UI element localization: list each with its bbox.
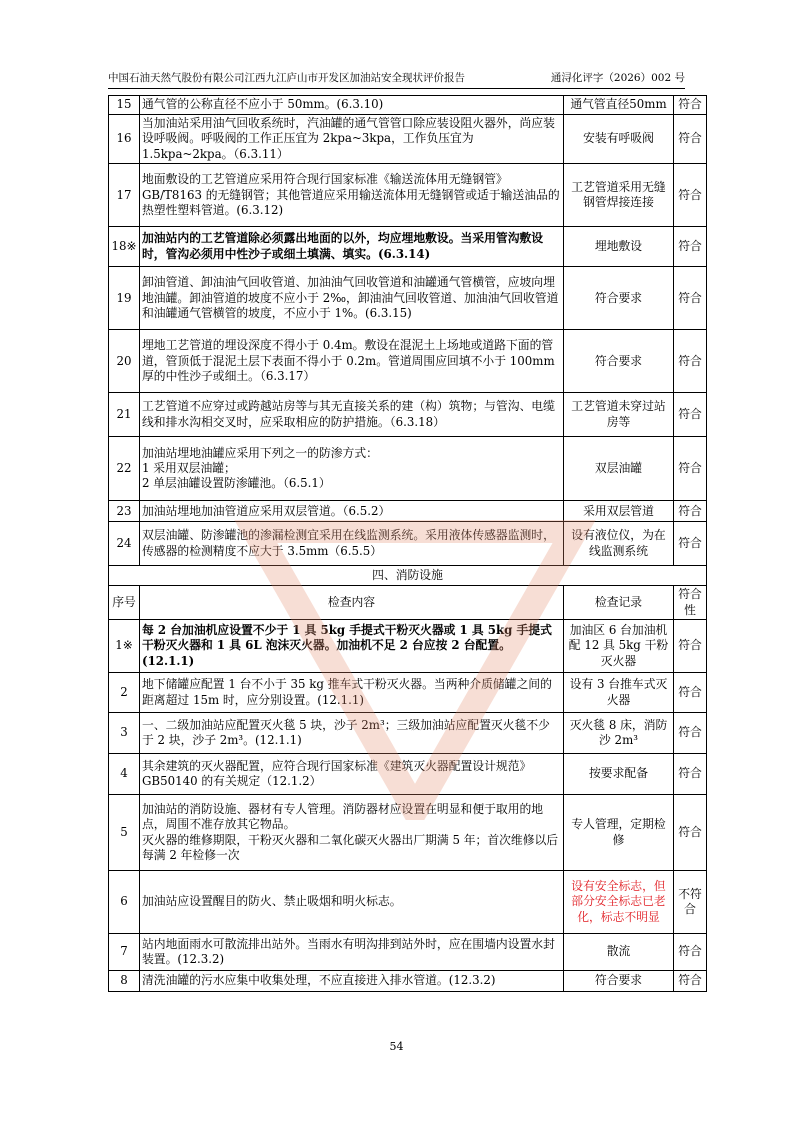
- check-content: 加油站埋地油罐应采用下列之一的防渗方式： 1 采用双层油罐； 2 单层油罐设置防渗罐池。（6.5.1）: [140, 437, 564, 501]
- check-result: 符合: [674, 971, 707, 992]
- row-number: 8: [109, 971, 140, 992]
- row-number: 1※: [109, 620, 140, 673]
- check-record: 按要求配备: [564, 754, 674, 795]
- check-content: 通气管的公称直径不应小于 50mm。(6.3.10): [140, 96, 564, 115]
- check-content: 每 2 台加油机应设置不少于 1 具 5kg 手提式干粉灭火器或 1 具 5kg 手提式干粉灭火器和 1 具 6L 泡沫灭火器。加油机不足 2 台应按 2 台配置。(12.1.1): [140, 620, 564, 673]
- header-report-title: 中国石油天然气股份有限公司江西九江庐山市开发区加油站安全现状评价报告: [108, 72, 465, 84]
- table-row: [109, 501, 707, 522]
- section-row: [109, 566, 707, 586]
- table-row: [109, 115, 707, 164]
- check-content: 加油站的消防设施、器材有专人管理。消防器材应设置在明显和便于取用的地点，周围不准存放其它物品。 灭火器的维修期限，干粉灭火器和二氧化碳灭火器出厂期满 5 年；首次维修以后每满 2 年检修一次: [140, 795, 564, 871]
- row-number: 3: [109, 713, 140, 754]
- check-content: 其余建筑的灭火器配置，应符合现行国家标准《建筑灭火器配置设计规范》GB50140 的有关规定（12.1.2）: [140, 754, 564, 795]
- check-result: 符合: [674, 754, 707, 795]
- check-result: 符合: [674, 620, 707, 673]
- row-number: 18※: [109, 227, 140, 267]
- check-result: 符合: [674, 393, 707, 437]
- check-result: 符合: [674, 713, 707, 754]
- section-title: 四、消防设施: [109, 566, 707, 586]
- check-content: 加油站应设置醒目的防火、禁止吸烟和明火标志。: [140, 871, 564, 934]
- check-result: 符合: [674, 501, 707, 522]
- check-content: 埋地工艺管道的埋设深度不得小于 0.4m。敷设在混泥土上场地或道路下面的管道，管顶低于混泥土层下表面不得小于 0.2m。管道周围应回填不小于 100mm 厚的中性沙子或细土。（6.3.17）: [140, 330, 564, 393]
- check-result: 符合: [674, 164, 707, 227]
- row-number: 15: [109, 96, 140, 115]
- table-row: [109, 754, 707, 795]
- check-record: 工艺管道未穿过站房等: [564, 393, 674, 437]
- table-row: [109, 267, 707, 330]
- check-record: 专人管理，定期检修: [564, 795, 674, 871]
- table-row: [109, 673, 707, 713]
- check-record: 符合要求: [564, 330, 674, 393]
- check-record: 符合要求: [564, 267, 674, 330]
- header-report-number: 通浔化评字（2026）002 号: [550, 72, 685, 84]
- table-row: [109, 393, 707, 437]
- check-record: 设有 3 台推车式灭火器: [564, 673, 674, 713]
- check-record: 加油区 6 台加油机配 12 具 5kg 干粉灭火器: [564, 620, 674, 673]
- check-record: 散流: [564, 934, 674, 971]
- table-row: [109, 522, 707, 566]
- check-result: 符合: [674, 330, 707, 393]
- check-record: 安装有呼吸阀: [564, 115, 674, 164]
- row-number: 22: [109, 437, 140, 501]
- row-number: 16: [109, 115, 140, 164]
- row-number: 23: [109, 501, 140, 522]
- table-row: [109, 871, 707, 934]
- col-header-record: 检查记录: [564, 586, 674, 620]
- table-row: [109, 795, 707, 871]
- check-result: 符合: [674, 96, 707, 115]
- table-row: [109, 164, 707, 227]
- check-result: 符合: [674, 795, 707, 871]
- check-content: 一、二级加油站应配置灭火毯 5 块，沙子 2m³；三级加油站应配置灭火毯不少于 2 块，沙子 2m³。(12.1.1): [140, 713, 564, 754]
- check-content: 清洗油罐的污水应集中收集处理，不应直接进入排水管道。(12.3.2): [140, 971, 564, 992]
- check-result: 符合: [674, 115, 707, 164]
- check-content: 加油站内的工艺管道除必须露出地面的以外，均应埋地敷设。当采用管沟敷设时，管沟必须用中性沙子或细土填满、填实。(6.3.14): [140, 227, 564, 267]
- table-row: [109, 96, 707, 115]
- row-number: 17: [109, 164, 140, 227]
- table-row: [109, 227, 707, 267]
- check-result: 符合: [674, 267, 707, 330]
- check-record: 符合要求: [564, 971, 674, 992]
- table-row: [109, 934, 707, 971]
- row-number: 24: [109, 522, 140, 566]
- table-row: [109, 713, 707, 754]
- check-content: 当加油站采用油气回收系统时，汽油罐的通气管管口除应装设阻火器外，尚应装设呼吸阀。呼吸阀的工作正压宜为 2kpa~3kpa，工作负压宜为 1.5kpa~2kpa。（6.3.11）: [140, 115, 564, 164]
- table-row: [109, 437, 707, 501]
- inspection-table: [108, 95, 707, 992]
- check-content: 地面敷设的工艺管道应采用符合现行国家标准《输送流体用无缝钢管》GB/T8163 的无缝钢管；其他管道应采用输送流体用无缝钢管或适于输送油品的热塑性塑料管道。(6.3.12): [140, 164, 564, 227]
- row-number: 4: [109, 754, 140, 795]
- col-header-result: 符合性: [674, 586, 707, 620]
- check-result: 不符合: [674, 871, 707, 934]
- row-number: 5: [109, 795, 140, 871]
- check-record: 灭火毯 8 床，消防沙 2m³: [564, 713, 674, 754]
- row-number: 7: [109, 934, 140, 971]
- row-number: 2: [109, 673, 140, 713]
- col-header-no: 序号: [109, 586, 140, 620]
- check-content: 双层油罐、防渗罐池的渗漏检测宜采用在线监测系统。采用液体传感器监测时，传感器的检测精度不应大于 3.5mm（6.5.5）: [140, 522, 564, 566]
- table-row: [109, 620, 707, 673]
- check-record: 通气管直径50mm: [564, 96, 674, 115]
- column-header-row: [109, 586, 707, 620]
- check-record: 双层油罐: [564, 437, 674, 501]
- check-result: 符合: [674, 673, 707, 713]
- table-row: [109, 971, 707, 992]
- check-content: 工艺管道不应穿过或跨越站房等与其无直接关系的建（构）筑物；与管沟、电缆线和排水沟相交叉时，应采取相应的防护措施。（6.3.18）: [140, 393, 564, 437]
- check-result: 符合: [674, 934, 707, 971]
- row-number: 21: [109, 393, 140, 437]
- check-record: 采用双层管道: [564, 501, 674, 522]
- check-record: 工艺管道采用无缝钢管焊接连接: [564, 164, 674, 227]
- header-rule: [108, 88, 685, 89]
- row-number: 6: [109, 871, 140, 934]
- check-content: 加油站埋地加油管道应采用双层管道。（6.5.2）: [140, 501, 564, 522]
- check-record: 设有安全标志，但部分安全标志已老化，标志不明显: [564, 871, 674, 934]
- check-result: 符合: [674, 522, 707, 566]
- check-content: 地下储罐应配置 1 台不小于 35 kg 推车式干粉灭火器。当两种介质储罐之间的距离超过 15m 时，应分别设置。(12.1.1): [140, 673, 564, 713]
- check-result: 符合: [674, 227, 707, 267]
- check-content: 卸油管道、卸油油气回收管道、加油油气回收管道和油罐通气管横管，应坡向埋地油罐。卸油管道的坡度不应小于 2‰，卸油油气回收管道、加油油气回收管道和油罐通气管横管的坡度，不应小于 1%。(6.3.15): [140, 267, 564, 330]
- check-result: 符合: [674, 437, 707, 501]
- check-record: 埋地敷设: [564, 227, 674, 267]
- page-header: [108, 70, 685, 86]
- page-number: 54: [389, 1040, 404, 1053]
- col-header-content: 检查内容: [140, 586, 564, 620]
- check-content: 站内地面雨水可散流排出站外。当雨水有明沟排到站外时，应在围墙内设置水封装置。(12.3.2): [140, 934, 564, 971]
- row-number: 20: [109, 330, 140, 393]
- check-record: 设有液位仪，为在线监测系统: [564, 522, 674, 566]
- row-number: 19: [109, 267, 140, 330]
- table-row: [109, 330, 707, 393]
